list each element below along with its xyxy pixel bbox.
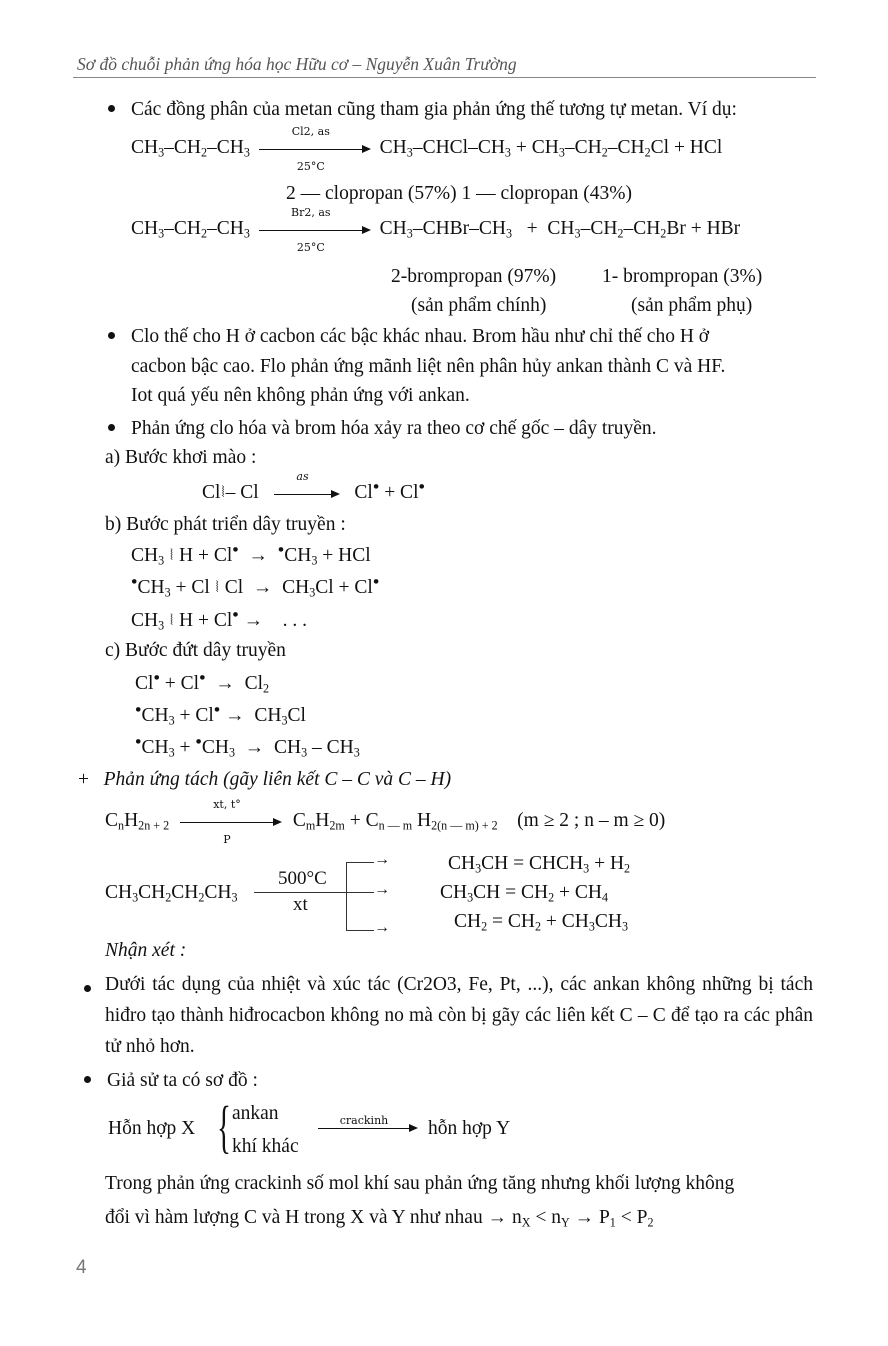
cracking-title: Phản ứng tách (gãy liên kết C – C và C – H) [103, 769, 452, 790]
label-minor-product: (sản phẩm phụ) [631, 295, 753, 316]
header-rule [73, 77, 816, 78]
butane-product-2: $CH_3CH = CH_2 + CH_4$ [440, 882, 609, 905]
products: $CH_3-CHCl-CH_3 + CH_3-CH_2-CH_2Cl$ + HCl [379, 137, 723, 160]
reaction-arrow [318, 1113, 418, 1140]
brace-icon: { [216, 1094, 231, 1159]
branch-bracket [346, 862, 347, 930]
page-number: 4 [76, 1257, 87, 1278]
arrow-condition-top: Cl2, as [291, 125, 330, 139]
bullet-icon [108, 332, 115, 339]
bullet-item-scheme [84, 1066, 258, 1096]
reaction-arrow [274, 470, 340, 505]
arrow-condition-top: xt, t° [213, 798, 241, 812]
branch-arrow-icon: → [374, 881, 390, 898]
reaction-chlorination [131, 125, 723, 174]
scheme-left: Hỗn hợp X [108, 1118, 196, 1139]
bullet-icon [108, 105, 115, 112]
crackinh-arrow [318, 1113, 418, 1140]
chlorination-yields: 2 — clopropan (57%) 1 — clopropan (43%) [286, 183, 633, 204]
scheme-intro: Giả sử ta có sơ đồ : [107, 1070, 258, 1091]
step-a-label: a) Bước khơi mào : [105, 447, 257, 468]
branch-arrow-icon: → [374, 851, 390, 868]
butane-condition-top: 500°C [278, 868, 327, 889]
reactant: $CH_3-CH_2-CH_3$ [131, 218, 250, 241]
termination-reaction-1: $Cl^● + Cl^● \to Cl_2$ [135, 671, 270, 696]
propagation-reaction-1: $CH_3$ ⦚ $H + Cl^● \to ^●CH_3$ + HCl [131, 543, 371, 568]
scheme-right: hỗn hợp Y [428, 1118, 511, 1139]
arrow-condition-top: Br2, as [291, 206, 331, 220]
bullet-item-halogen [108, 322, 709, 352]
arrow-condition-bottom: 25°C [296, 241, 325, 255]
bromination-yield-main: 2-brompropan (97%) [391, 266, 557, 287]
bullet-item-mechanism [108, 414, 657, 444]
conclusion-line-2: đổi vì hàm lượng C và H trong X và Y như nhau → $n_X < n_Y \to P_1 < P_2$ [105, 1207, 654, 1230]
label-main-product: (sản phẩm chính) [411, 295, 547, 316]
scheme-brace-top: ankan [232, 1103, 279, 1124]
bullet-item-isomers [108, 95, 737, 125]
branch-line-3 [346, 930, 374, 931]
isomers-intro: Các đồng phân của metan cũng tham gia phản ứng thế tương tự metan. Ví dụ: [131, 99, 737, 120]
bullet-icon [84, 979, 107, 1001]
bromination-yield-minor: 1- brompropan (3%) [602, 266, 763, 287]
running-header: Sơ đồ chuỗi phản ứng hóa học Hữu cơ – Nguyễn Xuân Trường [77, 54, 517, 74]
reactant: $CH_3-CH_2-CH_3$ [131, 137, 250, 160]
branch-line-2 [346, 892, 374, 893]
propagation-reaction-3: $CH_3$ ⦚ H + Cl● → . . . [131, 608, 308, 633]
step-b-label: b) Bước phát triển dây truyền : [105, 514, 346, 535]
arrow-condition-bottom: 25°C [296, 160, 325, 174]
halogen-line-3: Iot quá yếu nên không phản ứng với ankan. [131, 385, 470, 406]
bullet-icon [108, 424, 115, 431]
constraint: (m ≥ 2 ; n – m ≥ 0) [517, 810, 666, 831]
conclusion-line-1: Trong phản ứng crackinh số mol khí sau phản ứng tăng nhưng khối lượng không [105, 1173, 735, 1194]
arrow-condition-top: as [296, 470, 309, 484]
remark-label: Nhận xét : [105, 940, 187, 961]
scheme-brace-bottom: khí khác [232, 1136, 299, 1157]
reaction-bromination [131, 206, 741, 255]
propagation-reaction-2: $^●CH_3 + Cl$ ⦚ $Cl \to CH_3Cl + Cl^●$ [131, 575, 380, 600]
reaction-arrow [259, 206, 371, 255]
initiation-reaction: Cl⦚– Cl as Cl● + Cl● [202, 478, 425, 509]
mechanism-intro: Phản ứng clo hóa và brom hóa xảy ra theo cơ chế gốc – dây truyền. [131, 418, 657, 439]
branch-line-1 [346, 862, 374, 863]
step-c-label: c) Bước đứt dây truyền [105, 640, 286, 661]
products: $CH_3-CHBr-CH_3 + CH_3-CH_2-CH_2Br$ + HBr [379, 218, 741, 241]
butane-condition-bottom: xt [293, 894, 308, 915]
plus-marker: + [78, 769, 89, 790]
reaction-arrow [180, 798, 282, 847]
halogen-line-2: cacbon bậc cao. Flo phản ứng mãnh liệt nên phân hủy ankan thành C và HF. [131, 356, 726, 377]
branch-arrow-icon: → [374, 919, 390, 936]
termination-reaction-3: $^●CH_3 + ^●CH_3 \to CH_3 - CH_3$ [135, 735, 360, 760]
reaction-arrow [259, 125, 371, 174]
termination-reaction-2: $^●CH_3 + Cl^● \to CH_3Cl$ [135, 703, 306, 728]
bullet-icon [84, 1076, 91, 1083]
ellipsis: . . . [282, 610, 308, 631]
general-cracking-reaction: $C_nH_{2n + 2}$ $\frac{xt, t^\circ}{P}$ $C_mH_{2m} + C_{n — m}$ $H_{2(n — m) + 2}$ (m ≥ 2 ; n – m ≥ 0) [105, 806, 665, 836]
cracking-arrow-line [254, 892, 346, 893]
halogen-line-1: Clo thế cho H ở cacbon các bậc khác nhau. Brom hầu như chỉ thế cho H ở [131, 326, 710, 347]
remark-paragraph: Dưới tác dụng của nhiệt và xúc tác (Cr2O3, Fe, Pt, ...), các ankan không những bị tách hiđro tạo thành hiđrocacbon không no mà còn bị gãy các liên kết C – C để tạo ra các phân tử nhỏ hơn. [105, 974, 813, 1057]
butane-reactant: $CH_3CH_2CH_2CH_3$ [105, 882, 238, 905]
conclusion-text: đổi vì hàm lượng C và H trong X và Y như nhau [105, 1207, 483, 1228]
butane-product-3: $CH_2 = CH_2 + CH_3CH_3$ [454, 911, 629, 934]
arrow-condition-bottom: P [223, 833, 231, 847]
butane-product-1: $CH_3CH$ = $CHCH_3 + H_2$ [448, 853, 631, 876]
arrow-condition-top: crackinh [339, 1113, 389, 1127]
